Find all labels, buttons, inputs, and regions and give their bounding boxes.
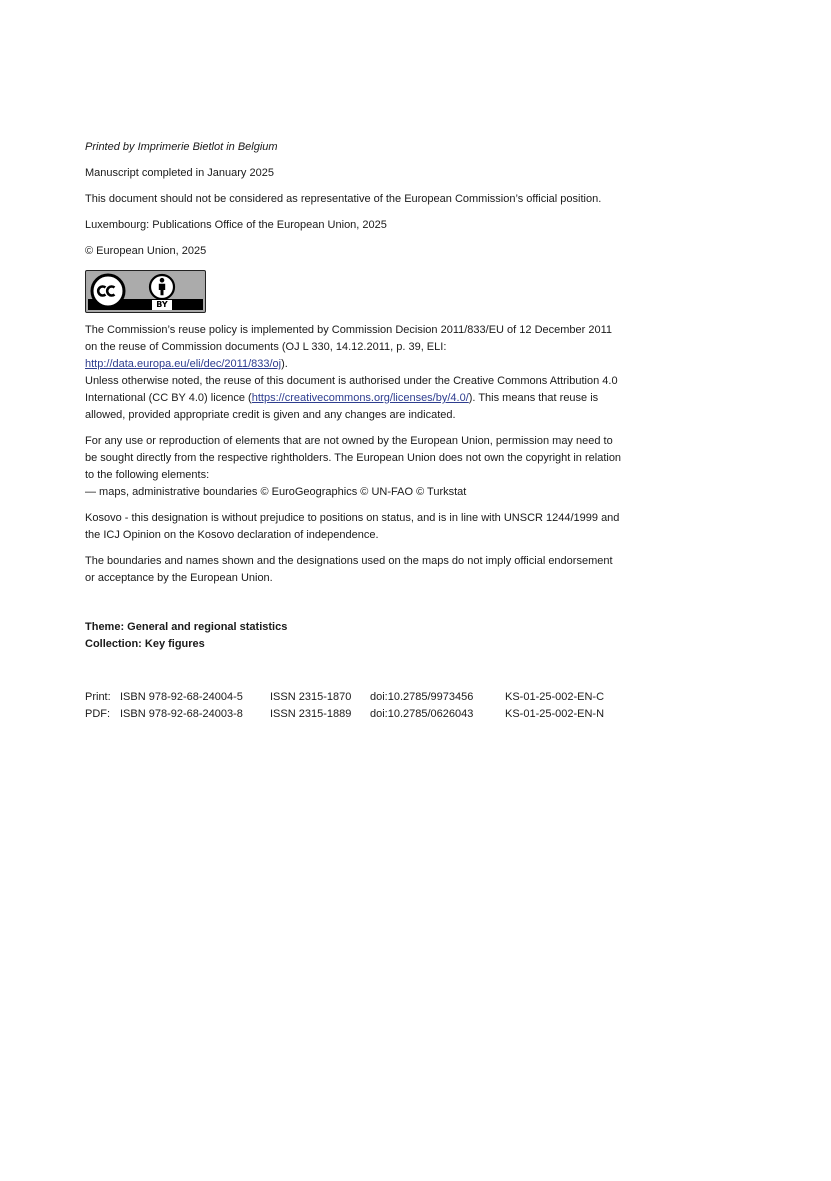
elements-list-item: — maps, administrative boundaries © EuroGeographics © UN-FAO © Turkstat (85, 486, 467, 498)
identifier-row-print (85, 689, 625, 706)
colophon (85, 139, 625, 723)
catalogue-number: KS-01-25-002-EN-C (505, 691, 605, 703)
theme: Theme: General and regional statistics (85, 621, 288, 633)
by-label: BY (152, 300, 172, 310)
catalogue-number: KS-01-25-002-EN-N (505, 708, 605, 720)
copyright: © European Union, 2025 (85, 245, 207, 257)
maps-note: The boundaries and names shown and the designations used on the maps do not imply official endorsement or acceptance by the European Union. (85, 555, 613, 584)
doi: doi:10.2785/0626043 (370, 708, 474, 720)
isbn: ISBN 978-92-68-24004-5 (120, 691, 243, 703)
format-label: Print: (85, 691, 111, 703)
kosovo-note: Kosovo - this designation is without prejudice to positions on status, and is in line with UNSCR 1244/1999 and the ICJ Opinion on the Kosovo declaration of independence. (85, 512, 620, 541)
identifier-table (85, 689, 625, 723)
publisher: Luxembourg: Publications Office of the European Union, 2025 (85, 219, 387, 231)
identifier-row-pdf (85, 706, 625, 723)
license-statement: Unless otherwise noted, the reuse of this document is authorised under the Creative Commons Attribution 4.0 International (CC BY 4.0) licence (https://creativecommons.org/licenses/by/4.0/). This means that reuse is allowed, provided appropriate credit is given and any changes are indicated. (85, 375, 618, 421)
reuse-policy: The Commission’s reuse policy is implemented by Commission Decision 2011/833/EU of 12 December 2011 on the reuse of Commission documents (OJ L 330, 14.12.2011, p. 39, ELI: http://data.europa.eu/eli/dec/2011/833/oj). (85, 324, 613, 370)
cc-icon (90, 273, 126, 309)
eli-link[interactable]: http://data.europa.eu/eli/dec/2011/833/oj (85, 358, 282, 370)
cc-by-license-badge (85, 270, 206, 313)
doi: doi:10.2785/9973456 (370, 691, 474, 703)
elements-notice: For any use or reproduction of elements that are not owned by the European Union, permission may need to be sought directly from the respective rightholders. The European Union does not own the copyright in relation to the following elements: (85, 435, 622, 481)
format-label: PDF: (85, 708, 111, 720)
cc-license-link[interactable]: https://creativecommons.org/licenses/by/4.0/ (251, 392, 469, 404)
disclaimer: This document should not be considered as representative of the European Commission’s official position. (85, 193, 602, 205)
issn: ISSN 2315-1870 (270, 691, 352, 703)
issn: ISSN 2315-1889 (270, 708, 352, 720)
manuscript-date: Manuscript completed in January 2025 (85, 167, 274, 179)
by-icon (148, 273, 176, 301)
collection: Collection: Key figures (85, 638, 205, 650)
printed-by: Printed by Imprimerie Bietlot in Belgium (85, 141, 278, 153)
isbn: ISBN 978-92-68-24003-8 (120, 708, 243, 720)
